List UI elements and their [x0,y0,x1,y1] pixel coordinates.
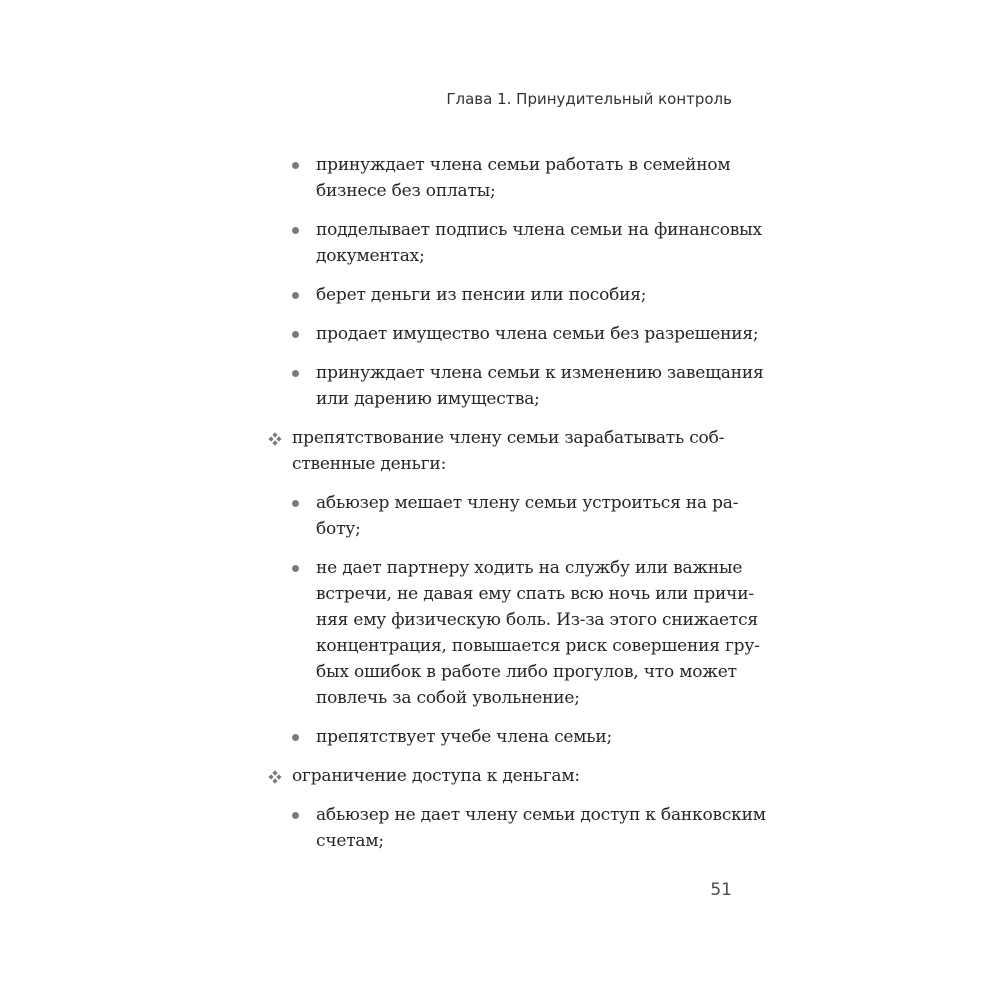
list-item-sub-level [268,152,738,204]
page-number: 51 [710,880,732,900]
diamond-cluster-icon [268,432,282,446]
text-line: ственные деньги: [292,454,447,474]
text-line: принуждает члена семьи работать в семейном [316,155,731,175]
bullet-list [268,152,766,867]
dot-bullet-icon [292,227,299,234]
text-line: бизнесе без оплаты; [316,181,496,201]
text-line: берет деньги из пенсии или пособия; [316,285,647,305]
text-line: повлечь за собой увольнение; [316,688,580,708]
text-line: или дарению имущества; [316,389,540,409]
text-line: боту; [316,519,361,539]
dot-bullet-icon [292,734,299,741]
text-line: счетам; [316,831,384,851]
dot-bullet-icon [292,565,299,572]
text-line: препятствует учебе члена семьи; [316,727,612,747]
list-item-sub-level [268,490,738,542]
text-line: документах; [316,246,425,266]
list-item-top-level [268,425,738,477]
dot-bullet-icon [292,331,299,338]
list-item-sub-level [268,282,738,308]
dot-bullet-icon [292,162,299,169]
text-line: не дает партнеру ходить на службу или важные [316,558,743,578]
diamond-cluster-icon [268,770,282,784]
text-line: няя ему физическую боль. Из-за этого снижается [316,610,758,630]
list-item-sub-level [268,724,738,750]
text-line: принуждает члена семьи к изменению завещания [316,363,764,383]
dot-bullet-icon [292,812,299,819]
running-head: Глава 1. Принудительный контроль [446,90,732,108]
text-line: встречи, не давая ему спать всю ночь или причи- [316,584,754,604]
list-item-sub-level [268,555,760,711]
text-line: концентрация, повышается риск совершения гру- [316,636,760,656]
list-item-sub-level [268,217,762,269]
text-line: абьюзер мешает члену семьи устроиться на ра- [316,493,739,513]
list-item-top-level [268,763,738,789]
list-item-sub-level [268,321,759,347]
list-item-sub-level [268,360,764,412]
text-line: продает имущество члена семьи без разрешения; [316,324,759,344]
dot-bullet-icon [292,292,299,299]
text-line: бых ошибок в работе либо прогулов, что может [316,662,737,682]
list-item-sub-level [268,802,766,854]
dot-bullet-icon [292,500,299,507]
text-line: абьюзер не дает члену семьи доступ к банковским [316,805,766,825]
dot-bullet-icon [292,370,299,377]
text-line: подделывает подпись члена семьи на финансовых [316,220,762,240]
text-line: ограничение доступа к деньгам: [292,766,580,786]
text-line: препятствование члену семьи зарабатывать соб- [292,428,725,448]
